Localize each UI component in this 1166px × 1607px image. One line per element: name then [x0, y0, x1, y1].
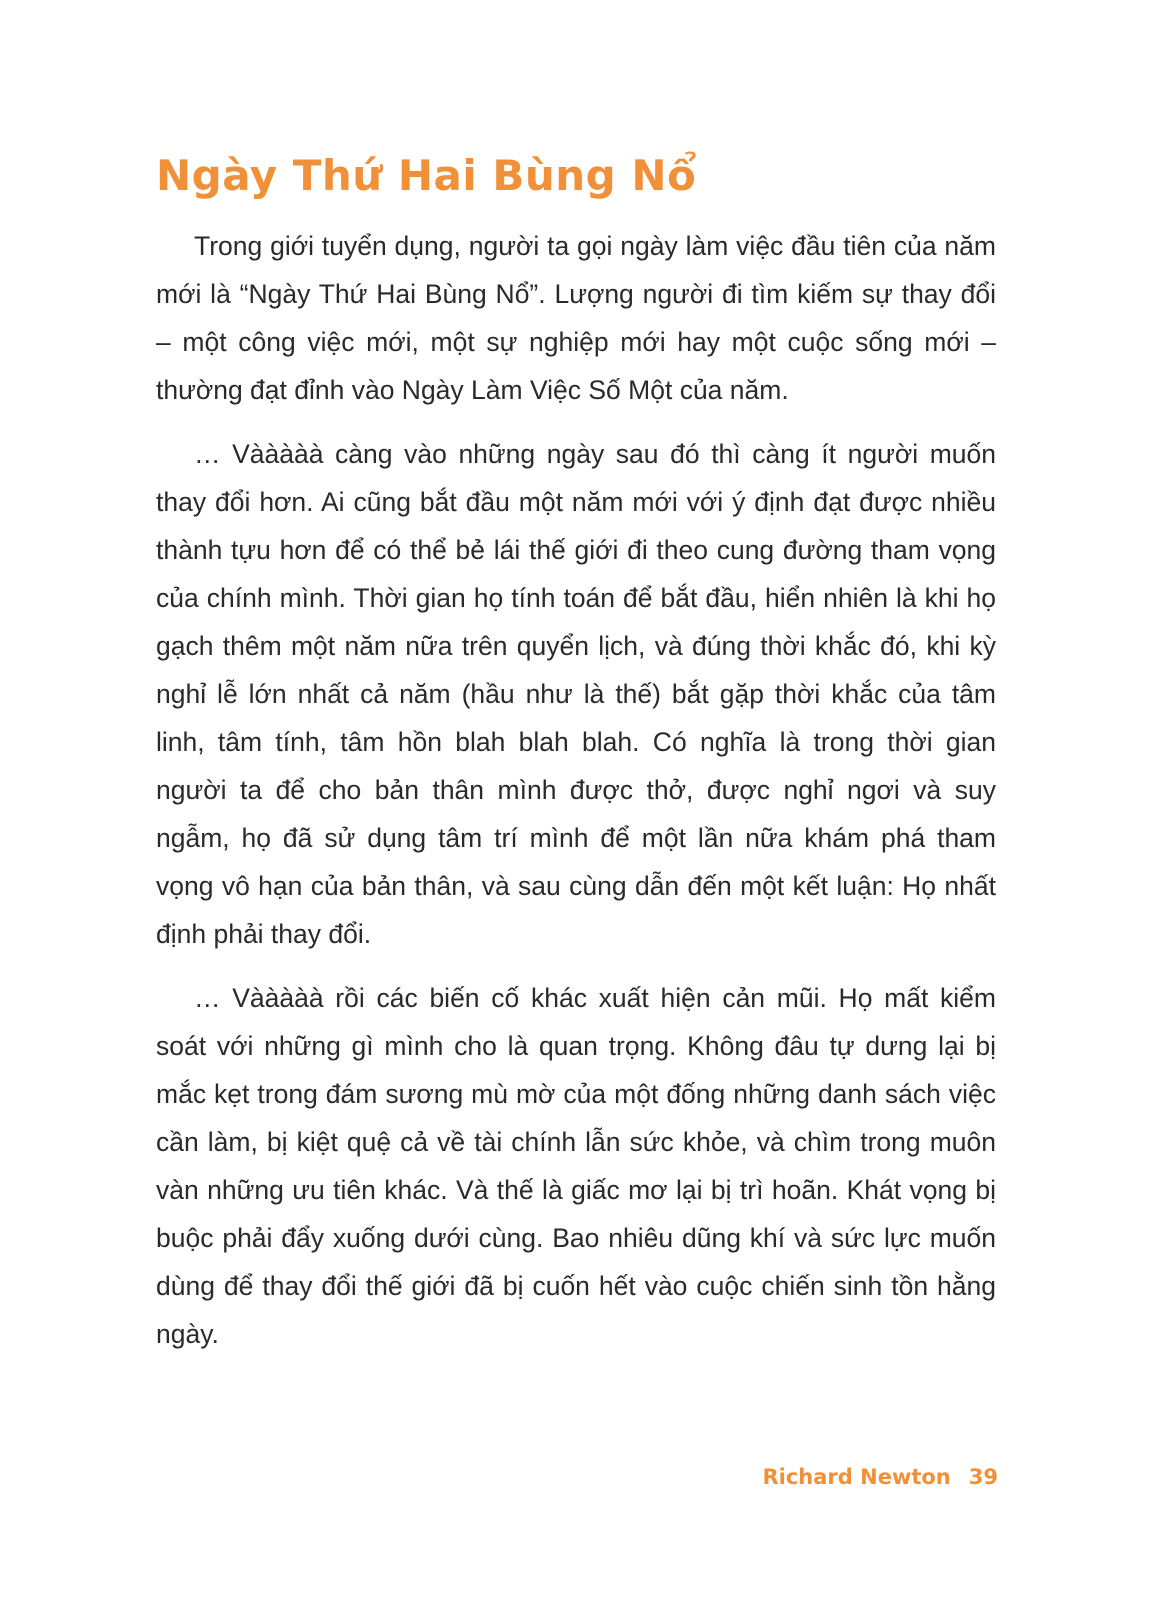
chapter-title: Ngày Thứ Hai Bùng Nổ [156, 151, 697, 200]
page-footer [762, 1462, 998, 1492]
paragraph-1: Trong giới tuyển dụng, người ta gọi ngày làm việc đầu tiên của năm mới là “Ngày Thứ Hai Bùng Nổ”. Lượng người đi tìm kiếm sự thay đổi – một công việc mới, một sự nghiệp mới hay một cuộc sống mới – thường đạt đỉnh vào Ngày Làm Việc Số Một của năm. [156, 231, 996, 405]
paragraph-2: … Vààààà càng vào những ngày sau đó thì càng ít người muốn thay đổi hơn. Ai cũng bắt đầu một năm mới với ý định đạt được nhiều thành tựu hơn để có thể bẻ lái thế giới đi theo cung đường tham vọng của chính mình. Thời gian họ tính toán để bắt đầu, hiển nhiên là khi họ gạch thêm một năm nữa trên quyển lịch, và đúng thời khắc đó, khi kỳ nghỉ lễ lớn nhất cả năm (hầu như là thế) bắt gặp thời khắc của tâm linh, tâm tính, tâm hồn blah blah blah. Có nghĩa là trong thời gian người ta để cho bản thân mình được thở, được nghỉ ngơi và suy ngẫm, họ đã sử dụng tâm trí mình để một lần nữa khám phá tham vọng vô hạn của bản thân, và sau cùng dẫn đến một kết luận: Họ nhất định phải thay đổi. [156, 439, 996, 949]
body-text [156, 222, 996, 1374]
paragraph-3: … Vààààà rồi các biến cố khác xuất hiện cản mũi. Họ mất kiểm soát với những gì mình cho là quan trọng. Không đâu tự dưng lại bị mắc kẹt trong đám sương mù mờ của một đống những danh sách việc cần làm, bị kiệt quệ cả về tài chính lẫn sức khỏe, và chìm trong muôn vàn những ưu tiên khác. Và thế là giấc mơ lại bị trì hoãn. Khát vọng bị buộc phải đẩy xuống dưới cùng. Bao nhiêu dũng khí và sức lực muốn dùng để thay đổi thế giới đã bị cuốn hết vào cuộc chiến sinh tồn hằng ngày. [156, 983, 996, 1349]
page-number: 39 [968, 1465, 998, 1489]
footer-author: Richard Newton [762, 1465, 951, 1489]
